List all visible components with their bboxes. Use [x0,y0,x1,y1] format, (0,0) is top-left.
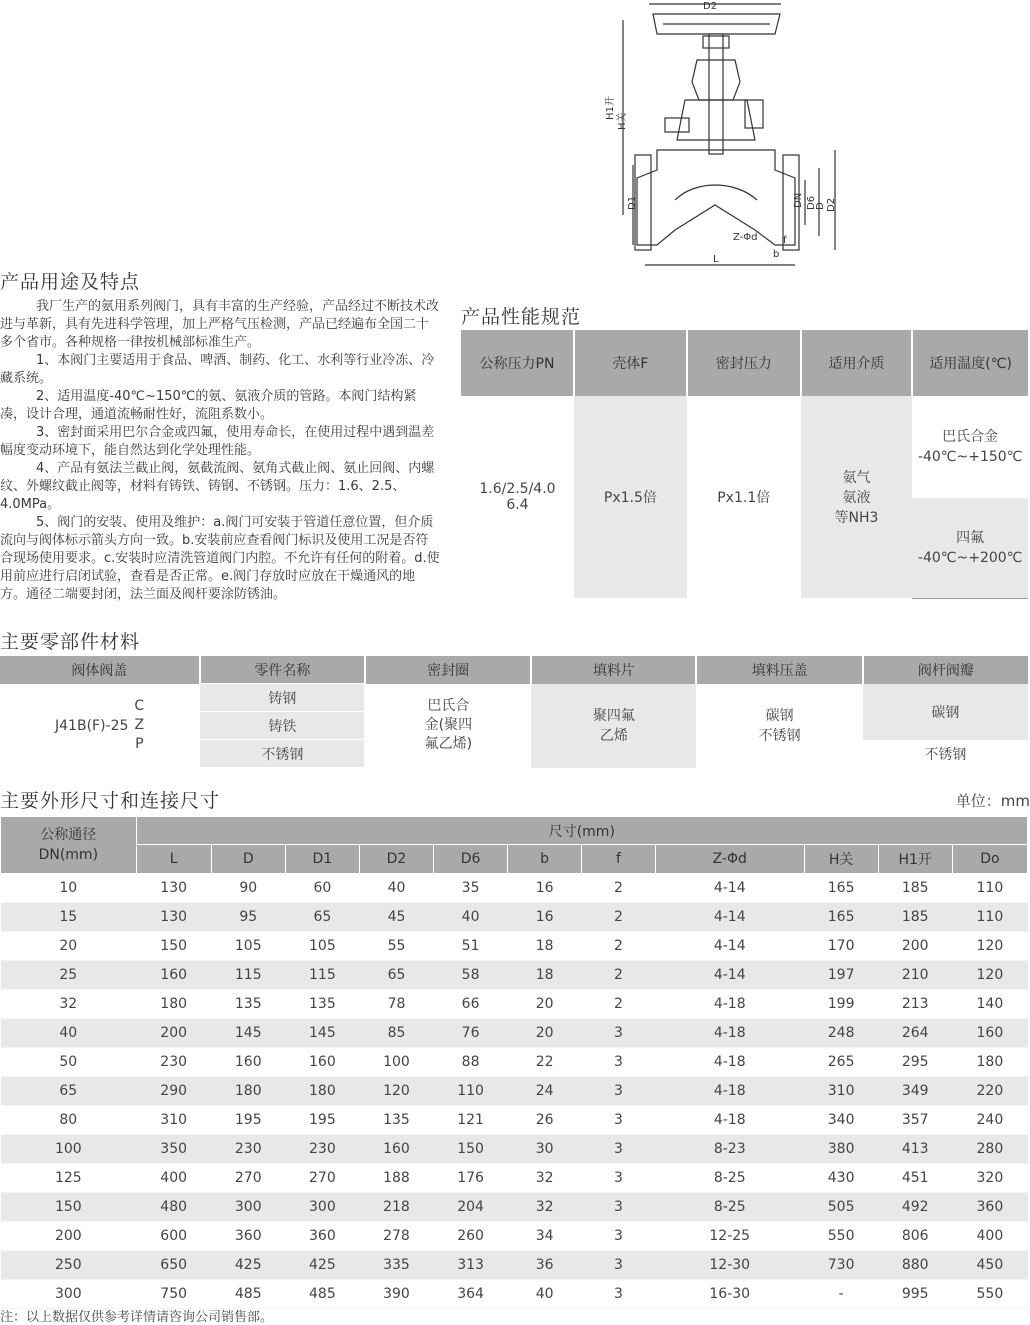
mat-gland [696,684,862,768]
table-cell: 4-18 [655,990,804,1019]
perf-temp-range: -40℃~+200℃ [917,549,1023,566]
table-row [1,1135,1028,1164]
table-cell: 2 [582,961,656,990]
table-cell: 2 [582,990,656,1019]
table-cell: 270 [285,1164,359,1193]
table-cell: 4-18 [655,1077,804,1106]
table-cell: 8-25 [655,1164,804,1193]
perf-header: 适用介质 [801,330,913,396]
table-cell: 4-18 [655,1106,804,1135]
table-cell: 2 [582,903,656,932]
mat-model-suffix: C [134,698,145,714]
intro-text [0,298,440,604]
table-cell: 40 [1,1019,137,1048]
mat-header: 填料压盖 [696,656,862,684]
table-cell: 8-23 [655,1135,804,1164]
table-row [1,990,1028,1019]
table-cell: 200 [878,932,952,961]
table-row [1,1106,1028,1135]
table-cell: 492 [878,1193,952,1222]
table-cell: 170 [804,932,878,961]
table-cell: 51 [434,932,508,961]
table-cell: 600 [136,1222,211,1251]
table-cell: 16 [508,874,582,903]
table-row [1,1164,1028,1193]
table-cell: 15 [1,903,137,932]
table-cell: 160 [359,1135,433,1164]
table-cell: 278 [359,1222,433,1251]
valve-drawing [605,0,845,275]
perf-seal: Px1.1倍 [687,396,801,598]
footnote: 注：以上数据仅供参考详情请咨询公司销售部。 [0,1310,274,1325]
mat-packing-line: 乙烯 [599,727,628,744]
table-cell: 180 [285,1077,359,1106]
perf-header: 公称压力PN [461,330,574,396]
dim-col-header: D6 [434,845,508,874]
table-cell: 10 [1,874,137,903]
table-cell: 95 [211,903,285,932]
table-cell: 230 [136,1048,211,1077]
dim-dn-header-line: 公称通径 [40,827,97,843]
table-cell: 40 [359,874,433,903]
perf-media-line: 氨液 [842,490,871,506]
table-cell: 250 [1,1251,137,1280]
table-row [1,1251,1028,1280]
table-cell: 4-14 [655,903,804,932]
table-cell: 3 [582,1106,656,1135]
perf-header: 密封压力 [687,330,801,396]
mat-packing [531,684,696,768]
table-cell: 130 [136,903,211,932]
table-cell: 350 [136,1135,211,1164]
table-cell: 3 [582,1222,656,1251]
table-row [1,1077,1028,1106]
table-cell: 310 [804,1077,878,1106]
table-cell: 300 [1,1280,137,1309]
perf-pn [461,396,574,598]
table-cell: 349 [878,1077,952,1106]
table-cell: 3 [582,1048,656,1077]
table-cell: 20 [1,932,137,961]
table-cell: 115 [211,961,285,990]
table-cell: 260 [434,1222,508,1251]
table-cell: 360 [211,1222,285,1251]
table-cell: 360 [952,1193,1027,1222]
performance-title: 产品性能规范 [461,306,582,328]
intro-paragraph: 2、适用温度-40℃~150℃的氨、氨液介质的管路。本阀门结构紧凑，设计合理，通道流畅耐性好，流阻系数小。 [0,389,417,422]
table-cell: 145 [285,1019,359,1048]
table-cell: 150 [1,1193,137,1222]
table-cell: 125 [1,1164,137,1193]
dim-col-header: b [508,845,582,874]
table-cell: 150 [136,932,211,961]
mat-part: 不锈钢 [200,740,365,768]
table-cell: 204 [434,1193,508,1222]
table-cell: 20 [508,990,582,1019]
table-cell: 20 [508,1019,582,1048]
table-row [1,932,1028,961]
table-cell: 115 [285,961,359,990]
table-cell: 3 [582,1077,656,1106]
table-cell: 100 [1,1135,137,1164]
table-cell: 300 [285,1193,359,1222]
drawing-label-d: D [815,202,826,210]
table-cell: 220 [952,1077,1027,1106]
perf-media-line: 等NH3 [834,510,879,526]
mat-part: 铸钢 [200,684,365,712]
table-cell: - [804,1280,878,1309]
table-cell: 65 [359,961,433,990]
drawing-label-zphid: Z-Φd [733,232,758,243]
table-cell: 197 [804,961,878,990]
intro-paragraph: 3、密封面采用巴尔合金或四氟，使用寿命长，在使用过程中遇到温差幅度变动环境下，能自然达到化学处理性能。 [0,425,435,458]
table-cell: 425 [285,1251,359,1280]
table-cell: 12-30 [655,1251,804,1280]
table-cell: 65 [1,1077,137,1106]
table-cell: 280 [952,1135,1027,1164]
mat-header: 阀杆阀瓣 [863,656,1028,684]
table-row [1,961,1028,990]
table-cell: 110 [952,903,1027,932]
perf-shell: Px1.5倍 [574,396,687,598]
table-cell: 165 [804,903,878,932]
perf-temp-name: 巴氏合金 [942,429,999,445]
drawing-label-d2: D2 [703,1,718,12]
table-cell: 550 [804,1222,878,1251]
mat-model-name: J41B(F)-25 [55,717,129,734]
table-cell: 3 [582,1193,656,1222]
drawing-label-h1-open: H1开 [605,96,616,120]
table-cell: 26 [508,1106,582,1135]
mat-model-suffix: Z [134,717,145,733]
table-cell: 40 [508,1280,582,1309]
table-cell: 230 [211,1135,285,1164]
dim-col-header: D1 [285,845,359,874]
table-cell: 199 [804,990,878,1019]
table-cell: 3 [582,1251,656,1280]
intro-paragraph: 4、产品有氨法兰截止阀，氨截流阀、氨角式截止阀、氨止回阀、内螺纹、外螺纹截止阀等，材料有铸铁、铸钢、不锈钢。压力：1.6、2.5、4.0MPa。 [0,461,435,512]
mat-gland-line: 碳钢 [765,707,794,724]
table-cell: 12-25 [655,1222,804,1251]
table-cell: 180 [136,990,211,1019]
table-row [1,874,1028,903]
mat-header: 密封圈 [365,656,531,684]
table-cell: 110 [952,874,1027,903]
table-cell: 176 [434,1164,508,1193]
table-cell: 22 [508,1048,582,1077]
mat-stem: 不锈钢 [924,746,967,763]
table-cell: 200 [1,1222,137,1251]
mat-part: 铸铁 [200,712,365,740]
table-cell: 425 [211,1251,285,1280]
dim-col-header: Do [952,845,1027,874]
table-cell: 16-30 [655,1280,804,1309]
table-cell: 120 [359,1077,433,1106]
table-cell: 34 [508,1222,582,1251]
perf-pn-line: 6.4 [506,497,529,513]
intro-paragraph: 1、本阀门主要适用于食品、啤酒、制药、化工、水利等行业冷冻、冷藏系统。 [0,353,435,386]
table-cell: 32 [508,1164,582,1193]
table-cell: 806 [878,1222,952,1251]
table-cell: 3 [582,1280,656,1309]
table-cell: 230 [285,1135,359,1164]
table-cell: 390 [359,1280,433,1309]
table-cell: 335 [359,1251,433,1280]
table-cell: 995 [878,1280,952,1309]
dim-size-header: 尺寸(mm) [136,817,1027,845]
table-row [1,1280,1028,1309]
table-row [1,1019,1028,1048]
table-cell: 25 [1,961,137,990]
drawing-label-d6: D6 [806,195,817,210]
intro-paragraph: 5、阀门的安装、使用及维护：a.阀门可安装于管道任意位置，但介质流向与阀体标示箭头方向一致。b.安装前应查看阀门标识及使用工况是否符合现场使用要求。c.安装时应清洗管道阀门内腔。不允许有任何的附着。d.使用前应进行启闭试验，查看是否正常。e.阀门存放时应放在干燥通风的地方。通径二端要封闭，法兰面及阀杆要涂防锈油。 [0,515,440,602]
table-cell: 90 [211,874,285,903]
dimensions-title: 主要外形尺寸和连接尺寸 [0,790,221,812]
table-cell: 140 [952,990,1027,1019]
perf-media-line: 氨气 [842,470,871,486]
table-cell: 313 [434,1251,508,1280]
table-cell: 16 [508,903,582,932]
table-cell: 188 [359,1164,433,1193]
table-cell: 160 [136,961,211,990]
dimensions-table [0,816,1028,1309]
table-cell: 218 [359,1193,433,1222]
table-cell: 45 [359,903,433,932]
table-cell: 485 [211,1280,285,1309]
table-row [1,1048,1028,1077]
table-cell: 4-18 [655,1048,804,1077]
table-cell: 120 [952,932,1027,961]
table-cell: 180 [211,1077,285,1106]
table-cell: 55 [359,932,433,961]
table-cell: 550 [952,1280,1027,1309]
perf-header: 壳体F [574,330,687,396]
table-cell: 213 [878,990,952,1019]
mat-header: 阀体阀盖 [0,656,200,684]
table-cell: 265 [804,1048,878,1077]
mat-header: 填料片 [531,656,696,684]
table-cell: 32 [508,1193,582,1222]
table-cell: 4-18 [655,1019,804,1048]
table-cell: 30 [508,1135,582,1164]
table-cell: 505 [804,1193,878,1222]
table-cell: 195 [211,1106,285,1135]
table-cell: 400 [952,1222,1027,1251]
perf-pn-line: 1.6/2.5/4.0 [479,481,556,497]
table-cell: 185 [878,903,952,932]
table-cell: 290 [136,1077,211,1106]
table-cell: 185 [878,874,952,903]
table-cell: 320 [952,1164,1027,1193]
table-cell: 150 [434,1135,508,1164]
unit-label: 单位：mm [955,792,1030,810]
mat-seal-line: 金(聚四 [424,717,473,733]
drawing-label-d1: D1 [627,195,638,210]
table-cell: 85 [359,1019,433,1048]
mat-header: 零件名称 [200,656,365,684]
table-cell: 310 [136,1106,211,1135]
table-cell: 380 [804,1135,878,1164]
table-cell: 105 [211,932,285,961]
table-cell: 750 [136,1280,211,1309]
table-cell: 880 [878,1251,952,1280]
table-cell: 270 [211,1164,285,1193]
table-row [1,1193,1028,1222]
table-cell: 8-25 [655,1193,804,1222]
mat-seal-ring [365,684,531,768]
materials-table [0,656,1028,768]
mat-seal-line: 氟乙烯) [424,736,473,752]
perf-temp-name: 四氟 [956,529,985,546]
mat-seal-line: 巴氏合 [427,698,470,714]
intro-title: 产品用途及特点 [0,271,141,293]
mat-stem: 碳钢 [863,684,1028,740]
table-cell: 110 [434,1077,508,1106]
table-cell: 248 [804,1019,878,1048]
table-cell: 195 [285,1106,359,1135]
table-cell: 24 [508,1077,582,1106]
table-cell: 165 [804,874,878,903]
table-cell: 4-14 [655,874,804,903]
mat-model-suffix: P [135,736,144,752]
perf-temp-2 [912,498,1028,598]
table-cell: 730 [804,1251,878,1280]
table-cell: 66 [434,990,508,1019]
table-cell: 18 [508,961,582,990]
table-cell: 135 [359,1106,433,1135]
table-cell: 160 [285,1048,359,1077]
dim-dn-header [1,817,137,874]
drawing-label-b: b [773,249,780,260]
table-cell: 36 [508,1251,582,1280]
intro-paragraph: 我厂生产的氨用系列阀门，具有丰富的生产经验，产品经过不断技术改进与革新，具有先进科学管理，加上严格气压检测，产品已经遍布全国二十多个省市。各种规格一律按机械部标准生产。 [0,299,440,350]
table-cell: 413 [878,1135,952,1164]
table-cell: 264 [878,1019,952,1048]
table-cell: 50 [1,1048,137,1077]
table-cell: 210 [878,961,952,990]
table-cell: 430 [804,1164,878,1193]
table-cell: 160 [952,1019,1027,1048]
table-cell: 65 [285,903,359,932]
table-cell: 40 [434,903,508,932]
table-cell: 240 [952,1106,1027,1135]
table-cell: 340 [804,1106,878,1135]
table-cell: 357 [878,1106,952,1135]
drawing-label-h-close: H关 [617,112,628,130]
table-cell: 78 [359,990,433,1019]
table-cell: 105 [285,932,359,961]
perf-header: 适用温度(℃) [912,330,1028,396]
table-cell: 35 [434,874,508,903]
dim-dn-header-line: DN(mm) [38,847,99,863]
table-cell: 160 [211,1048,285,1077]
table-cell: 120 [952,961,1027,990]
perf-temp-range: -40℃~+150℃ [917,449,1023,465]
mat-gland-line: 不锈钢 [758,727,801,744]
mat-model [0,684,200,768]
drawing-label-d2-right: D2 [826,197,837,212]
perf-temp-1 [912,396,1028,498]
table-row [1,903,1028,932]
table-cell: 300 [211,1193,285,1222]
table-cell: 3 [582,1019,656,1048]
table-cell: 32 [1,990,137,1019]
dim-col-header: H关 [804,845,878,874]
table-cell: 2 [582,874,656,903]
table-cell: 451 [878,1164,952,1193]
table-cell: 18 [508,932,582,961]
table-cell: 80 [1,1106,137,1135]
drawing-label-dn: DN [793,192,804,208]
table-cell: 135 [211,990,285,1019]
perf-media [801,396,913,598]
table-cell: 295 [878,1048,952,1077]
table-cell: 180 [952,1048,1027,1077]
table-cell: 135 [285,990,359,1019]
table-cell: 450 [952,1251,1027,1280]
table-cell: 88 [434,1048,508,1077]
mat-packing-line: 聚四氟 [592,707,635,724]
table-cell: 100 [359,1048,433,1077]
dim-col-header: D [211,845,285,874]
table-cell: 364 [434,1280,508,1309]
materials-title: 主要零部件材料 [0,631,141,653]
table-cell: 130 [136,874,211,903]
table-cell: 2 [582,932,656,961]
drawing-label-l: L [713,254,719,265]
dim-col-header: L [136,845,211,874]
dim-col-header: H1开 [878,845,952,874]
table-cell: 121 [434,1106,508,1135]
table-cell: 4-14 [655,961,804,990]
dim-col-header: f [582,845,656,874]
table-cell: 76 [434,1019,508,1048]
table-cell: 3 [582,1135,656,1164]
table-cell: 58 [434,961,508,990]
table-cell: 4-14 [655,932,804,961]
table-cell: 3 [582,1164,656,1193]
table-row [1,1222,1028,1251]
table-cell: 360 [285,1222,359,1251]
table-cell: 485 [285,1280,359,1309]
table-cell: 200 [136,1019,211,1048]
drawing-label-f: f [783,235,787,246]
table-cell: 650 [136,1251,211,1280]
performance-table [461,330,1028,599]
dim-col-header: D2 [359,845,433,874]
dim-col-header: Z-Φd [655,845,804,874]
table-cell: 145 [211,1019,285,1048]
table-cell: 400 [136,1164,211,1193]
table-cell: 60 [285,874,359,903]
table-cell: 480 [136,1193,211,1222]
